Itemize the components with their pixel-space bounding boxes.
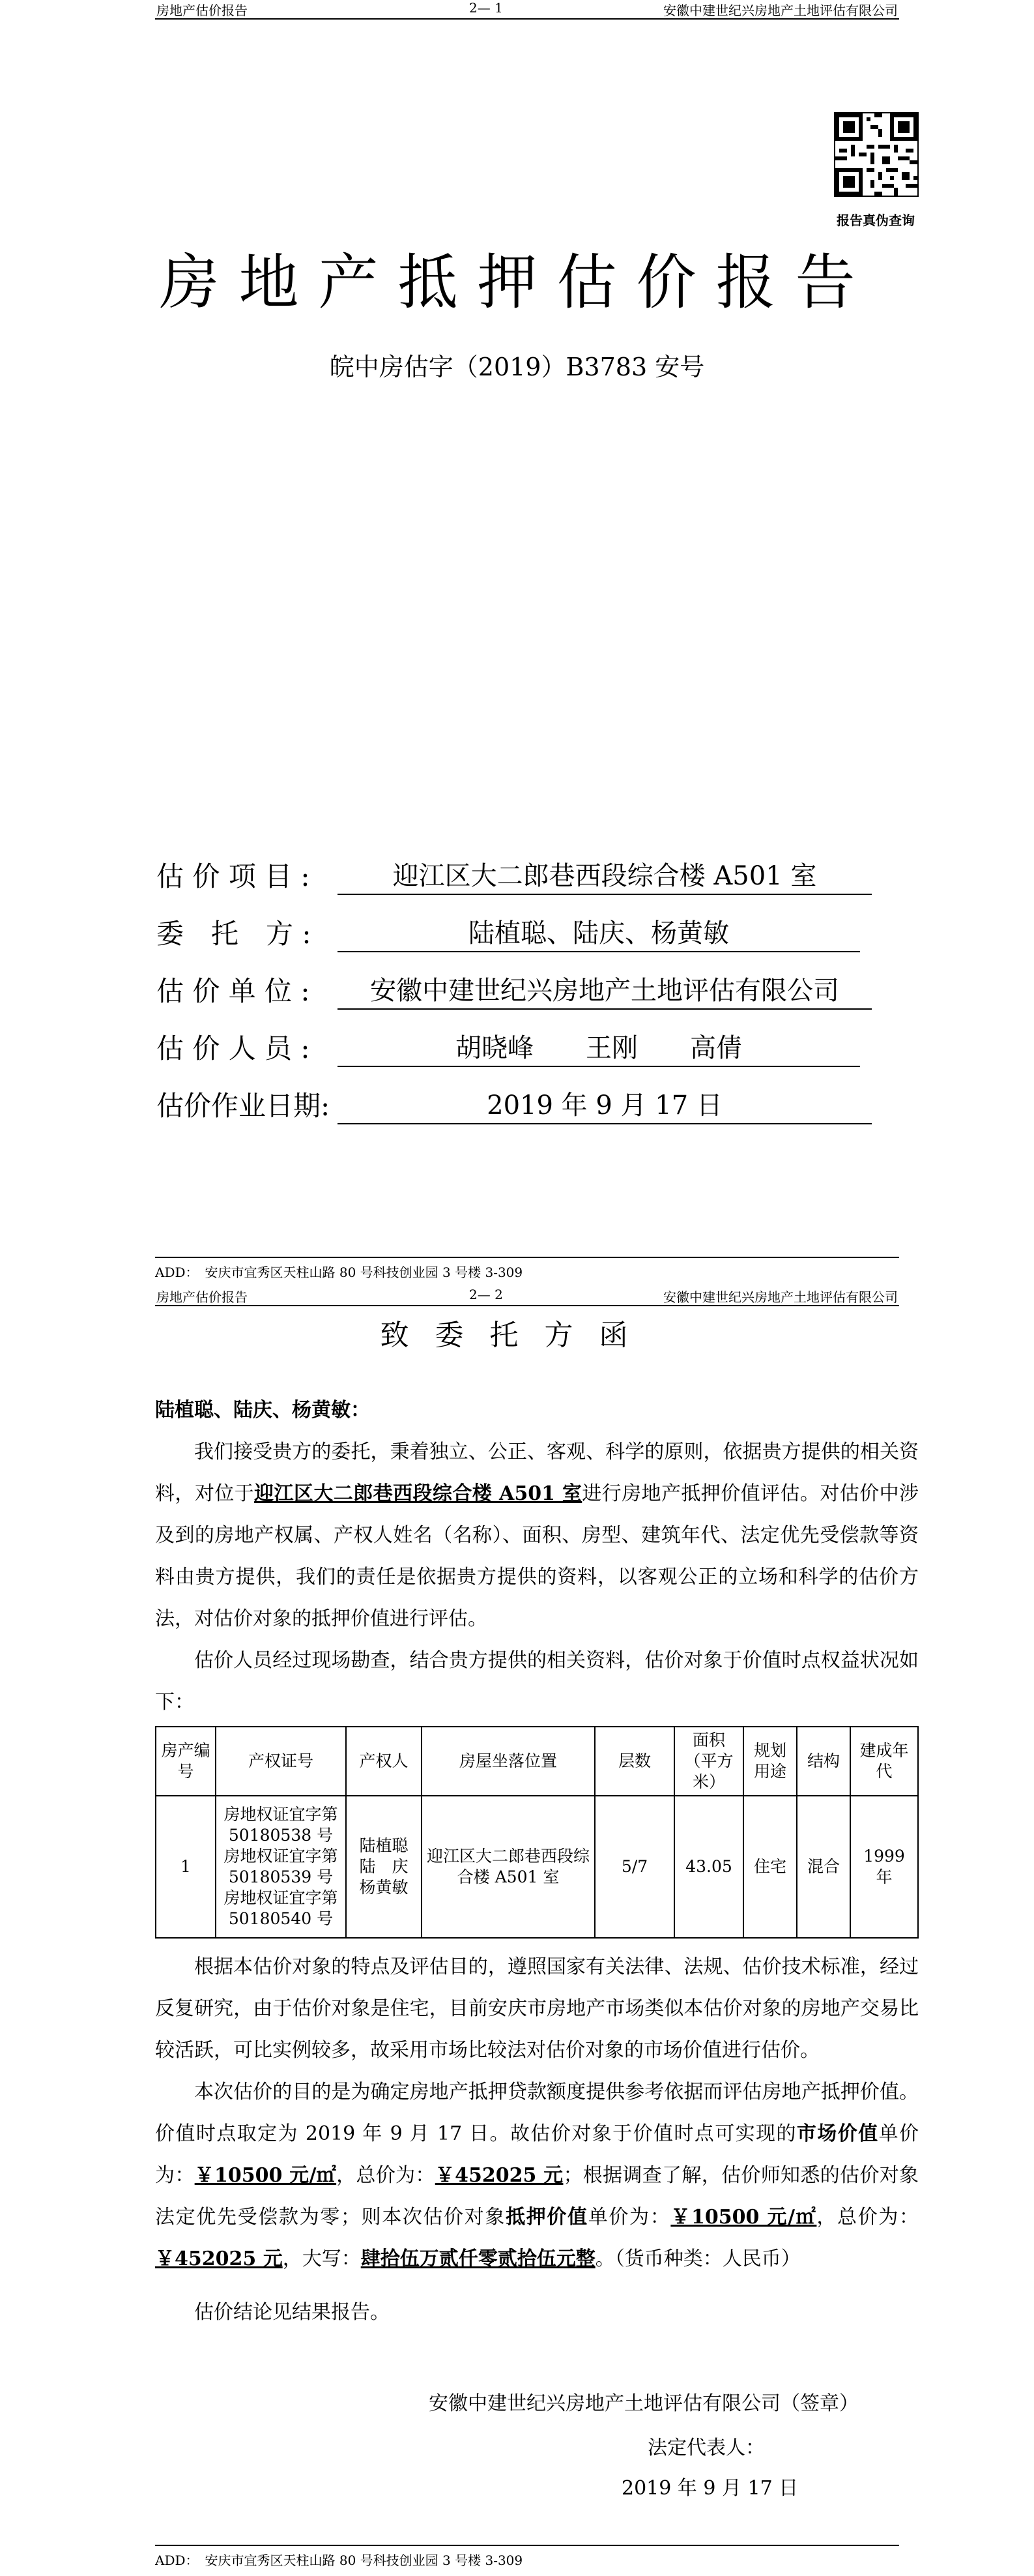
page1-header — [155, 0, 899, 20]
cell-area: 43.05 — [674, 1796, 743, 1938]
field-label: 委 托 方 : — [156, 918, 311, 950]
paragraph-conclusion: 估价结论见结果报告。 — [194, 2301, 390, 2324]
paragraph-intro — [155, 1431, 919, 1640]
amount-in-words: 肆拾伍万贰仟零贰拾伍元整 — [360, 2247, 596, 2270]
cell-owners — [346, 1796, 422, 1938]
cell-use: 住宅 — [743, 1796, 797, 1938]
text: ，大写： — [282, 2247, 361, 2270]
field-value: 安徽中建世纪兴房地产土地评估有限公司 — [337, 970, 872, 1010]
salutation: 陆植聪、陆庆、杨黄敏： — [155, 1399, 370, 1422]
text: 。（货币种类：人民币） — [595, 2247, 801, 2270]
cell-no: 1 — [156, 1796, 216, 1938]
mortgage-unit-price: ￥10500 元/㎡ — [670, 2206, 817, 2229]
paragraph-valuation — [155, 2071, 919, 2280]
mortgage-total-price: ￥452025 元 — [155, 2247, 283, 2270]
field-value: 陆植聪、陆庆、杨黄敏 — [337, 913, 860, 952]
col-header: 层数 — [595, 1727, 674, 1796]
cell-location: 迎江区大二郎巷西段综合楼 A501 室 — [422, 1796, 595, 1938]
property-address: 迎江区大二郎巷西段综合楼 A501 室 — [254, 1482, 582, 1505]
owner-name: 陆 庆 — [359, 1857, 409, 1876]
header-page-number: 2— 2 — [469, 1287, 503, 1302]
certificate-number: 房地权证宜字第 50180538 号 — [223, 1805, 338, 1845]
header-right: 安徽中建世纪兴房地产土地评估有限公司 — [663, 3, 898, 18]
col-header: 产权人 — [346, 1727, 422, 1796]
qr-caption: 报告真伪查询 — [837, 212, 915, 228]
signature-date: 2019 年 9 月 17 日 — [622, 2477, 799, 2500]
col-header: 结构 — [797, 1727, 850, 1796]
qr-code-image — [834, 112, 919, 197]
text: 进行房地产抵押价值评估。对估价中涉及到的房地产权属、产权人姓名（名称）、面积、房型、建筑年代、法定优先受偿款等资料由贵方提供，我们的责任是依据贵方提供的资料，以客观公正的立场和科学的估价方法，对估价对象的抵押价值进行评估。 — [155, 1482, 919, 1630]
header-left: 房地产估价报告 — [156, 3, 248, 18]
col-header: 规划用途 — [743, 1727, 797, 1796]
cell-year: 1999 年 — [850, 1796, 918, 1938]
field-value: 胡晓峰 王刚 高倩 — [337, 1027, 860, 1067]
header-right: 安徽中建世纪兴房地产土地评估有限公司 — [663, 1289, 898, 1305]
col-header: 建成年代 — [850, 1727, 918, 1796]
page2-footer: ADD： 安庆市宜秀区天柱山路 80 号科技创业园 3 号楼 3-309 — [155, 2545, 899, 2569]
field-label: 估价作业日期: — [156, 1090, 330, 1122]
cell-certificates — [216, 1796, 346, 1938]
paragraph-inspection: 估价人员经过现场勘查，结合贵方提供的相关资料，估价对象于价值时点权益状况如下： — [155, 1649, 919, 1714]
field-label: 估 价 人 员 : — [156, 1032, 310, 1064]
market-unit-price: ￥10500 元/㎡ — [194, 2164, 337, 2187]
text: ，总价为： — [336, 2164, 435, 2187]
cell-floors: 5/7 — [595, 1796, 674, 1938]
signature-company: 安徽中建世纪兴房地产土地评估有限公司（签章） — [429, 2392, 859, 2415]
table-header-row — [156, 1727, 918, 1796]
signature-legal-rep: 法定代表人： — [648, 2437, 765, 2459]
text: ；根据调查了解，估价师知悉的估价对象法定优先受偿款为零；则本次估价对象 — [155, 2164, 919, 2229]
document-number: 皖中房估字（2019）B3783 安号 — [329, 353, 705, 381]
certificate-number: 房地权证宜字第 50180540 号 — [223, 1888, 338, 1928]
field-label: 估 价 单 位 : — [156, 975, 310, 1007]
paragraph-method: 根据本估价对象的特点及评估目的，遵照国家有关法律、法规、估价技术标准，经过反复研究，由于估价对象是住宅，目前安庆市房地产市场类似本估价对象的房地产交易比较活跃，可比实例较多，故采用市场比较法对估价对象的市场价值进行估价。 — [155, 1955, 919, 2062]
owner-name: 杨黄敏 — [359, 1878, 409, 1897]
header-page-number: 2— 1 — [469, 0, 503, 16]
field-value: 迎江区大二郎巷西段综合楼 A501 室 — [337, 855, 872, 895]
text: 单价为： — [588, 2206, 671, 2229]
col-header: 房产编号 — [156, 1727, 216, 1796]
text: 单价为： — [155, 2122, 919, 2187]
col-header: 产权证号 — [216, 1727, 346, 1796]
header-left: 房地产估价报告 — [156, 1289, 248, 1305]
col-header: 面积（平方米） — [674, 1727, 743, 1796]
report-title: 房地产抵押估价报告 — [159, 248, 875, 317]
table-row — [156, 1796, 918, 1938]
property-info-table — [155, 1726, 919, 1939]
page2-header — [155, 1287, 899, 1306]
certificate-number: 房地权证宜字第 50180539 号 — [223, 1847, 338, 1886]
cell-structure: 混合 — [797, 1796, 850, 1938]
mortgage-value-label: 抵押价值 — [506, 2206, 588, 2229]
field-label: 估 价 项 目 : — [156, 860, 310, 892]
text: 本次估价的目的是为确定房地产抵押贷款额度提供参考依据而评估房地产抵押价值。价值时点取定为 2019 年 9 月 17 日。故估价对象于价值时点可实现的 — [155, 2081, 919, 2145]
page1-footer: ADD： 安庆市宜秀区天柱山路 80 号科技创业园 3 号楼 3-309 — [155, 1257, 899, 1281]
market-value-label: 市场价值 — [796, 2122, 879, 2145]
letter-title: 致委托方函 — [380, 1319, 654, 1352]
text: ，总价为： — [816, 2206, 919, 2229]
owner-name: 陆植聪 — [359, 1836, 409, 1855]
market-total-price: ￥452025 元 — [435, 2164, 564, 2187]
col-header: 房屋坐落位置 — [422, 1727, 595, 1796]
field-value: 2019 年 9 月 17 日 — [337, 1085, 872, 1124]
text: 我们接受贵方的委托，秉着独立、公正、客观、科学的原则，依据贵方提供的相关资料，对位于 — [155, 1441, 919, 1505]
